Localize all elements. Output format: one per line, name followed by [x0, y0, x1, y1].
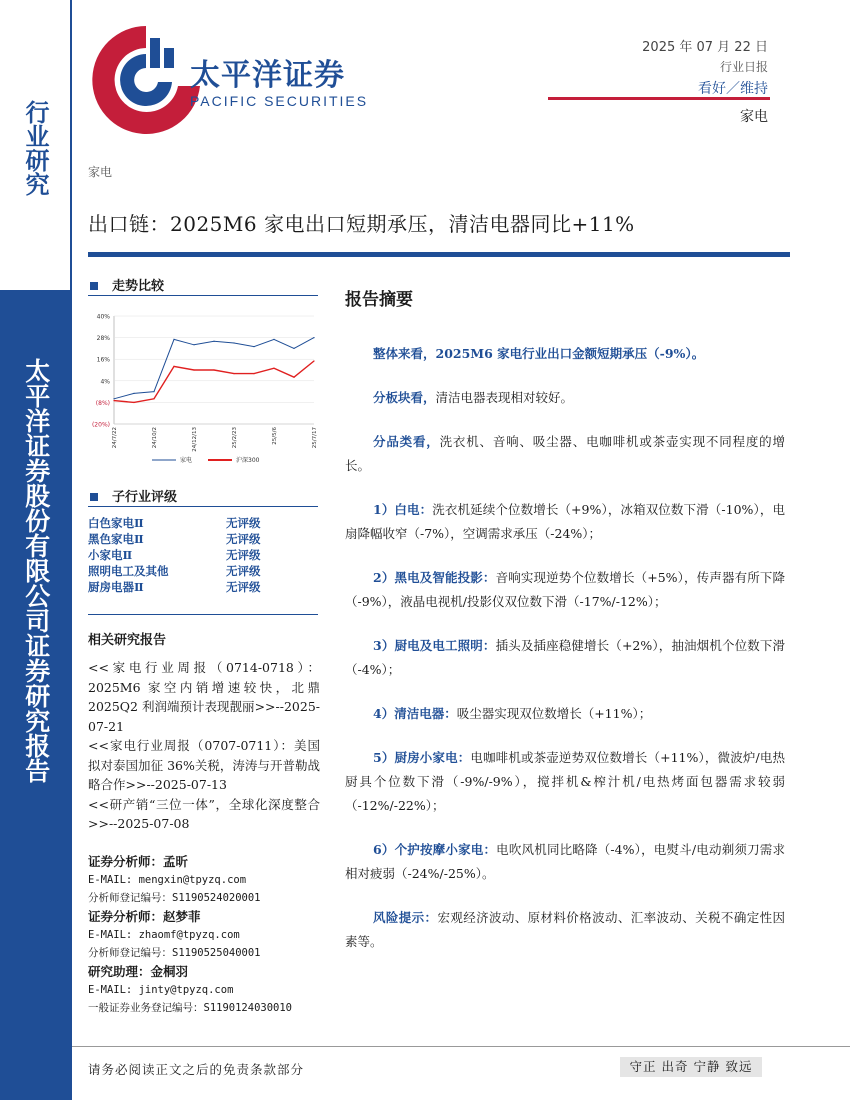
rating-category: 小家电Ⅱ — [88, 548, 133, 562]
summary-paragraph — [345, 386, 785, 410]
related-reports-heading: 相关研究报告 — [88, 633, 167, 648]
summary-heading: 报告摘要 — [345, 290, 413, 310]
data-point — [213, 369, 214, 370]
summary-body — [345, 342, 785, 974]
rating-category: 厨房电器Ⅱ — [88, 580, 144, 594]
rating-value: 无评级 — [226, 548, 261, 562]
footer-rule — [72, 1046, 850, 1047]
data-point — [113, 398, 114, 399]
report-title: 出口链：2025M6 家电出口短期承压，清洁电器同比+11% — [88, 212, 635, 236]
x-tick-label: 25/7/17 — [312, 427, 318, 449]
data-point — [273, 368, 274, 369]
analyst-registration: 分析师登记编号：S1190525040001 — [88, 947, 261, 959]
summary-paragraph — [345, 342, 785, 366]
data-point — [193, 369, 194, 370]
related-reports-list — [88, 658, 320, 834]
data-point — [153, 391, 154, 392]
summary-paragraph-text: 洗衣机、音响、吸尘器、电咖啡机或茶壶实现不同程度的增长。 — [345, 434, 785, 473]
y-tick-label: 40% — [96, 313, 110, 321]
summary-paragraph-text: 清洁电器表现相对较好。 — [435, 390, 574, 405]
rating-category: 照明电工及其他 — [88, 564, 169, 578]
rating-rule-top — [88, 506, 318, 507]
data-point — [173, 339, 174, 340]
summary-paragraph-lead: 风险提示： — [373, 910, 438, 925]
data-point — [313, 360, 314, 361]
analyst-list — [88, 852, 328, 1017]
summary-paragraph — [345, 634, 785, 682]
rating-row — [88, 532, 318, 546]
legend-label: 家电 — [180, 457, 193, 464]
related-report-link[interactable]: <<家电行业周报（0714-0718）：2025M6 家空内销增速较快，北鼎 2025Q2 利润端预计表现靓丽>>--2025-07-21 — [88, 660, 320, 734]
analyst-name: 证券分析师：赵梦菲 — [88, 909, 201, 924]
rating-value: 无评级 — [226, 564, 261, 578]
data-point — [253, 346, 254, 347]
trend-chart-svg — [88, 306, 320, 472]
sector-tag: 家电 — [88, 165, 113, 179]
summary-paragraph — [345, 702, 785, 726]
analyst-registration: 分析师登记编号：S1190524020001 — [88, 892, 261, 904]
summary-paragraph — [345, 498, 785, 546]
research-label-text: 行业研究 — [21, 100, 50, 196]
summary-paragraph-lead: 2）黑电及智能投影： — [373, 570, 496, 585]
rating-row — [88, 548, 318, 562]
footer-disclaimer: 请务必阅读正文之后的免责条款部分 — [88, 1062, 305, 1077]
summary-paragraph — [345, 746, 785, 818]
summary-paragraph — [345, 430, 785, 478]
rating-row — [88, 516, 318, 530]
summary-paragraph-lead: 6）个护按摩小家电： — [373, 842, 497, 857]
trend-heading-text: 走势比较 — [112, 279, 165, 294]
data-point — [293, 377, 294, 378]
x-tick-label: 25/5/6 — [272, 427, 278, 445]
y-tick-label: (20%) — [91, 421, 110, 429]
analyst-email[interactable]: E-MAIL: mengxin@tpyzq.com — [88, 874, 247, 886]
summary-paragraph-text: 音响实现逆势个位数增长（+5%），传声器有所下降（-9%），液晶电视机/投影仪双位数下滑（-17%/-12%）； — [345, 570, 786, 609]
analyst-name: 证券分析师：孟昕 — [88, 854, 189, 869]
data-point — [193, 344, 194, 345]
data-point — [273, 339, 274, 340]
square-bullet-icon — [90, 282, 98, 290]
series-line-csi300 — [114, 361, 314, 402]
data-point — [293, 348, 294, 349]
data-point — [133, 393, 134, 394]
x-tick-label: 24/12/13 — [192, 427, 198, 452]
data-point — [153, 398, 154, 399]
summary-paragraph-lead: 整体来看，2025M6 家电行业出口金额短期承压（-9%）。 — [373, 346, 705, 361]
summary-paragraph-text: 洗衣机延续个位数增长（+9%），冰箱双位数下滑（-10%），电扇降幅收窄（-7%），空调需求承压（-24%）； — [345, 502, 785, 541]
summary-paragraph — [345, 906, 785, 954]
data-point — [213, 341, 214, 342]
report-rating: 看好／维持 — [698, 81, 768, 97]
rating-value: 无评级 — [226, 532, 261, 546]
rating-value: 无评级 — [226, 516, 261, 530]
data-point — [253, 373, 254, 374]
summary-paragraph-lead: 分品类看， — [373, 434, 440, 449]
header-red-rule — [548, 97, 770, 100]
y-tick-label: 4% — [100, 378, 110, 386]
summary-paragraph-text: 宏观经济波动、原材料价格波动、汇率波动、关税不确定性因素等。 — [345, 910, 785, 949]
summary-paragraph — [345, 838, 785, 886]
rating-rule-bottom — [88, 614, 318, 615]
summary-paragraph-text: 电咖啡机或茶壶逆势双位数增长（+11%），微波炉/电热厨具个位数下滑（-9%/-9%），搅拌机&榨汁机/电热烤面包器需求较弱（-12%/-22%）； — [345, 750, 785, 813]
analyst-email[interactable]: E-MAIL: zhaomf@tpyzq.com — [88, 929, 240, 941]
rating-heading — [88, 486, 318, 505]
logo-name-en: PACIFIC SECURITIES — [190, 93, 369, 109]
summary-paragraph-text: 电吹风机同比略降（-4%），电熨斗/电动剃须刀需求相对疲弱（-24%/-25%）。 — [345, 842, 785, 881]
analyst-name: 研究助理：金桐羽 — [88, 964, 189, 979]
related-report-link[interactable]: <<研产销“三位一体”，全球化深度整合>>--2025-07-08 — [88, 796, 320, 831]
legend-label: 沪深300 — [236, 457, 260, 464]
title-rule — [88, 252, 790, 257]
y-tick-label: 16% — [96, 356, 110, 364]
x-tick-label: 24/7/22 — [112, 427, 118, 449]
rating-heading-text: 子行业评级 — [112, 490, 178, 505]
summary-paragraph-text: 吸尘器实现双位数增长（+11%）； — [456, 706, 652, 721]
trend-chart — [88, 306, 320, 472]
sidebar-company-label — [14, 358, 58, 790]
report-date: 2025 年 07 月 22 日 — [642, 40, 768, 55]
footer-motto: 守正 出奇 宁静 致远 — [620, 1057, 762, 1077]
x-tick-label: 25/2/23 — [232, 427, 238, 449]
logo-name-cn: 太平洋证券 — [190, 58, 345, 93]
data-point — [233, 373, 234, 374]
y-tick-label: (8%) — [95, 399, 110, 407]
summary-paragraph-lead: 5）厨房小家电： — [373, 750, 471, 765]
related-report-link[interactable]: <<家电行业周报（0707-0711）：美国拟对泰国加征 36%关税，涛涛与开普勒战略合作>>--2025-07-13 — [88, 738, 320, 792]
data-point — [113, 400, 114, 401]
y-tick-label: 28% — [96, 335, 110, 343]
report-type: 行业日报 — [719, 60, 768, 74]
trend-rule — [88, 295, 318, 296]
rating-table — [88, 516, 318, 596]
company-label-text: 太平洋证券股份有限公司证券研究报告 — [21, 358, 51, 783]
sidebar-research-label — [18, 100, 52, 201]
square-bullet-icon — [90, 493, 98, 501]
x-tick-label: 24/10/2 — [152, 427, 158, 449]
rating-category: 白色家电Ⅱ — [88, 516, 144, 530]
rating-row — [88, 564, 318, 578]
report-industry: 家电 — [740, 109, 768, 125]
rating-category: 黑色家电Ⅱ — [88, 532, 144, 546]
analyst-registration: 一般证券业务登记编号：S1190124030010 — [88, 1002, 293, 1014]
data-point — [173, 366, 174, 367]
pacific-securities-logo-icon — [86, 20, 206, 140]
analyst-email[interactable]: E-MAIL: jinty@tpyzq.com — [88, 984, 234, 996]
rating-value: 无评级 — [226, 580, 261, 594]
rating-row — [88, 580, 318, 594]
summary-paragraph-lead: 分板块看， — [373, 390, 436, 405]
summary-paragraph-lead: 1）白电： — [373, 502, 433, 517]
summary-paragraph-text: 插头及插座稳健增长（+2%），抽油烟机个位数下滑（-4%）； — [345, 638, 786, 677]
data-point — [233, 342, 234, 343]
series-line-appliance — [114, 338, 314, 399]
summary-paragraph-lead: 3）厨电及电工照明： — [373, 638, 496, 653]
summary-paragraph-lead: 4）清洁电器： — [373, 706, 457, 721]
data-point — [313, 337, 314, 338]
data-point — [133, 402, 134, 403]
summary-paragraph — [345, 566, 785, 614]
company-logo — [86, 20, 376, 140]
trend-heading — [88, 275, 318, 294]
